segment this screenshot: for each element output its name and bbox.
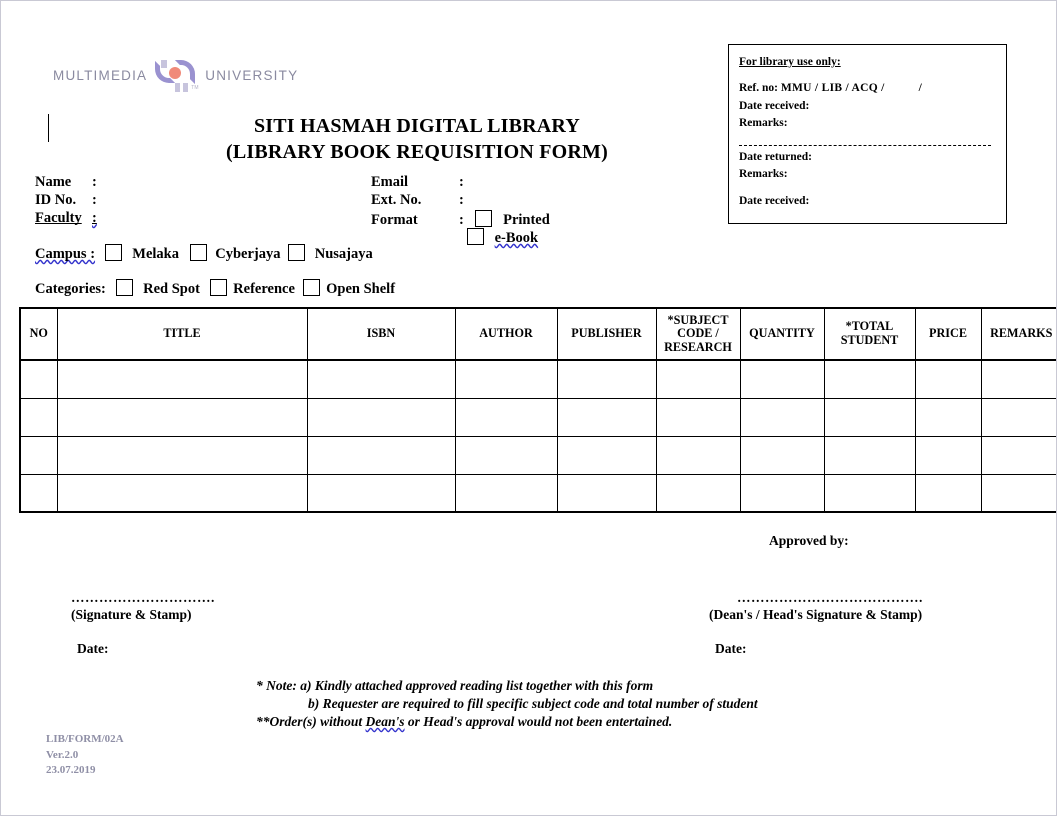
- requisition-table: [19, 307, 1057, 513]
- table-cell-no[interactable]: [20, 436, 57, 474]
- page-title-line2: (LIBRARY BOOK REQUISITION FORM): [225, 140, 608, 163]
- table-cell-quantity[interactable]: [740, 360, 824, 398]
- checkbox-format-ebook[interactable]: [467, 228, 484, 245]
- footer-form-code: LIB/FORM/02A: [46, 733, 124, 745]
- checkbox-format-ebook-label: e-Book: [494, 230, 539, 246]
- table-header-total-student: *TOTAL STUDENT: [824, 308, 915, 360]
- checkbox-category-open-shelf-label: Open Shelf: [326, 281, 396, 297]
- checkbox-format-printed-label: Printed: [503, 212, 550, 228]
- signature-caption-right: (Dean's / Head's Signature & Stamp): [709, 607, 923, 622]
- table-cell-title[interactable]: [57, 360, 307, 398]
- table-cell-isbn[interactable]: [307, 436, 455, 474]
- note-order-suffix: or Head's approval would not been entertained.: [404, 714, 673, 730]
- field-id-no: [35, 192, 97, 209]
- categories-label: Categories:: [35, 281, 106, 297]
- table-cell-quantity[interactable]: [740, 398, 824, 436]
- checkbox-category-red-spot[interactable]: [116, 279, 133, 296]
- field-name: [35, 174, 97, 191]
- note-line-2: [256, 695, 758, 713]
- library-box-ref-no: [739, 80, 1006, 97]
- field-faculty-label: Faculty: [35, 210, 82, 226]
- ref-no-tail: /: [918, 82, 922, 95]
- checkbox-campus-cyberjaya-label: Cyberjaya: [215, 246, 281, 262]
- signature-caption-left: (Signature & Stamp): [71, 607, 192, 622]
- page-title: [1, 114, 833, 165]
- table-header-subject-code: *SUBJECT CODE / RESEARCH: [656, 308, 740, 360]
- table-header-quantity: QUANTITY: [740, 308, 824, 360]
- table-cell-author[interactable]: [455, 474, 557, 512]
- note-deans-word: Dean's: [365, 714, 405, 730]
- checkbox-campus-nusajaya[interactable]: [288, 244, 305, 261]
- date-label-left: Date:: [77, 641, 109, 656]
- field-email: [371, 174, 464, 191]
- table-cell-remarks[interactable]: [981, 436, 1057, 474]
- table-cell-isbn[interactable]: [307, 474, 455, 512]
- table-cell-author[interactable]: [455, 360, 557, 398]
- approved-by-label: Approved by:: [769, 533, 849, 548]
- table-cell-total-student[interactable]: [824, 398, 915, 436]
- field-format-colon: :: [459, 212, 464, 228]
- table-row: [20, 398, 1057, 436]
- note-prefix: * Note:: [256, 678, 297, 693]
- table-cell-remarks[interactable]: [981, 474, 1057, 512]
- campus-label: Campus :: [35, 246, 96, 262]
- field-email-colon: :: [459, 174, 464, 190]
- library-box-remarks-1: Remarks:: [739, 117, 788, 130]
- table-cell-isbn[interactable]: [307, 360, 455, 398]
- table-cell-remarks[interactable]: [981, 360, 1057, 398]
- field-id-no-colon: :: [92, 192, 97, 208]
- table-cell-no[interactable]: [20, 474, 57, 512]
- table-header-no: NO: [20, 308, 57, 360]
- field-faculty-colon: :: [92, 210, 97, 226]
- table-cell-total-student[interactable]: [824, 436, 915, 474]
- checkbox-category-open-shelf[interactable]: [303, 279, 320, 296]
- library-box-date-received-1: Date received:: [739, 99, 810, 112]
- table-cell-publisher[interactable]: [557, 360, 656, 398]
- table-header-row: [20, 308, 1057, 360]
- library-box-title: For library use only:: [739, 56, 841, 68]
- table-cell-author[interactable]: [455, 398, 557, 436]
- library-box-remarks-2: Remarks:: [739, 168, 788, 181]
- table-cell-total-student[interactable]: [824, 360, 915, 398]
- table-row: [20, 474, 1057, 512]
- field-id-no-label: ID No.: [35, 192, 77, 208]
- table-cell-isbn[interactable]: [307, 398, 455, 436]
- field-name-colon: :: [92, 174, 97, 190]
- field-faculty: [35, 210, 97, 227]
- table-cell-subject-code-research[interactable]: [656, 398, 740, 436]
- ref-no-value: MMU / LIB / ACQ /: [780, 82, 885, 95]
- categories-row: [35, 279, 395, 298]
- table-cell-title[interactable]: [57, 398, 307, 436]
- table-cell-quantity[interactable]: [740, 436, 824, 474]
- table-cell-price[interactable]: [915, 474, 981, 512]
- logo-text-university: UNIVERSITY: [205, 68, 299, 84]
- table-cell-title[interactable]: [57, 474, 307, 512]
- library-box-date-returned: Date returned:: [739, 150, 812, 163]
- table-header-publisher: PUBLISHER: [557, 308, 656, 360]
- page-title-line1: SITI HASMAH DIGITAL LIBRARY: [253, 115, 581, 137]
- footer-version: Ver.2.0: [46, 748, 79, 761]
- table-cell-publisher[interactable]: [557, 474, 656, 512]
- table-cell-no[interactable]: [20, 398, 57, 436]
- note-line-3: [256, 713, 758, 731]
- signature-line-left: ………………………….: [71, 590, 215, 605]
- table-row: [20, 360, 1057, 398]
- table-cell-price[interactable]: [915, 398, 981, 436]
- checkbox-campus-melaka-label: Melaka: [132, 246, 179, 262]
- note-item-b: b) Requester are required to fill specific subject code and total number of student: [308, 696, 758, 712]
- field-ext-no-colon: :: [459, 192, 464, 208]
- logo-text-multimedia: MULTIMEDIA: [53, 68, 148, 84]
- table-cell-title[interactable]: [57, 436, 307, 474]
- checkbox-category-reference-label: Reference: [233, 281, 295, 297]
- field-ext-no-label: Ext. No.: [371, 192, 422, 208]
- table-header-isbn: ISBN: [307, 308, 455, 360]
- footer-date: 23.07.2019: [46, 764, 96, 777]
- campus-row: [35, 244, 373, 263]
- table-cell-total-student[interactable]: [824, 474, 915, 512]
- table-cell-price[interactable]: [915, 436, 981, 474]
- table-cell-no[interactable]: [20, 360, 57, 398]
- table-cell-publisher[interactable]: [557, 436, 656, 474]
- table-cell-author[interactable]: [455, 436, 557, 474]
- note-order-prefix: **Order(s) without: [256, 714, 366, 730]
- checkbox-campus-melaka[interactable]: [105, 244, 122, 261]
- table-cell-price[interactable]: [915, 360, 981, 398]
- mmu-logo: [53, 59, 298, 93]
- table-cell-subject-code-research[interactable]: [656, 360, 740, 398]
- table-header-author: AUTHOR: [455, 308, 557, 360]
- table-cell-quantity[interactable]: [740, 474, 824, 512]
- ref-no-label: Ref. no:: [739, 82, 778, 95]
- notes-block: [256, 677, 758, 731]
- mmu-logo-mark-icon: [155, 59, 197, 93]
- table-header-price: PRICE: [915, 308, 981, 360]
- table-header-remarks: REMARKS: [981, 308, 1057, 360]
- document-footer: [46, 732, 124, 779]
- signature-line-right: ………………………………….: [737, 590, 923, 605]
- table-cell-subject-code-research[interactable]: [656, 436, 740, 474]
- field-format: [371, 210, 550, 229]
- checkbox-format-printed[interactable]: [475, 210, 492, 227]
- table-header-title: TITLE: [57, 308, 307, 360]
- checkbox-campus-nusajaya-label: Nusajaya: [314, 246, 373, 262]
- checkbox-category-red-spot-label: Red Spot: [143, 281, 200, 297]
- trademark-symbol: TM: [191, 85, 199, 91]
- field-format-label: Format: [371, 212, 418, 228]
- date-label-right: Date:: [715, 641, 747, 656]
- library-box-date-received-2: Date received:: [739, 194, 810, 207]
- checkbox-campus-cyberjaya[interactable]: [190, 244, 207, 261]
- note-item-a: a) Kindly attached approved reading list together with this form: [300, 678, 654, 693]
- table-cell-publisher[interactable]: [557, 398, 656, 436]
- field-email-label: Email: [371, 174, 409, 190]
- field-name-label: Name: [35, 174, 72, 190]
- field-format-ebook-row: [467, 228, 538, 247]
- table-cell-remarks[interactable]: [981, 398, 1057, 436]
- field-ext-no: [371, 192, 464, 209]
- checkbox-category-reference[interactable]: [210, 279, 227, 296]
- table-row: [20, 436, 1057, 474]
- note-line-1: [256, 677, 758, 695]
- table-cell-subject-code-research[interactable]: [656, 474, 740, 512]
